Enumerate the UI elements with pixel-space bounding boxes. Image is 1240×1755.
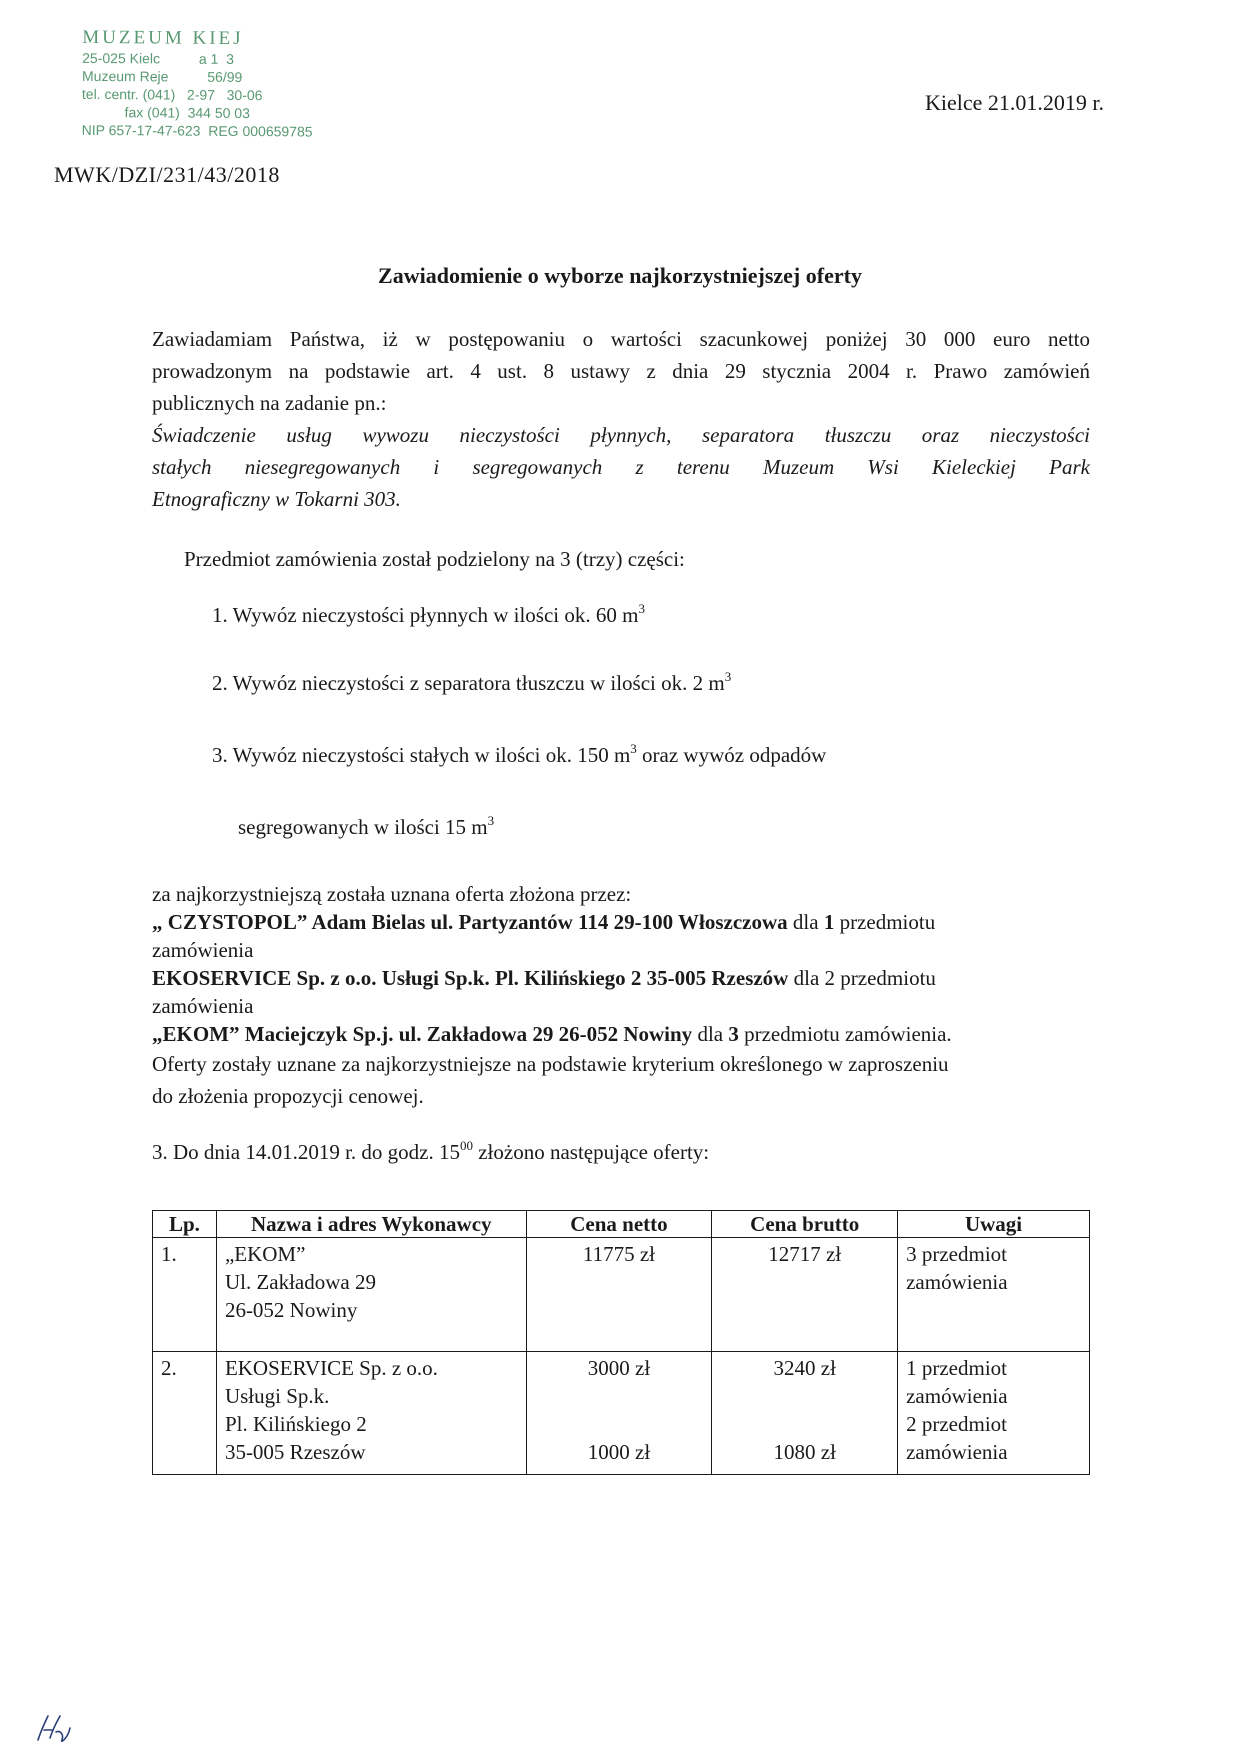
offer-part-post: przedmiotu zamówienia. [738,1022,952,1046]
price-value: 11775 zł [582,1242,656,1266]
offers-heading-post: złożono następujące oferty: [472,1140,710,1164]
part-text: segregowanych w ilości 15 m [238,815,488,839]
offers-heading-pre: 3. Do dnia 14.01.2019 r. do godz. 15 [152,1140,460,1164]
note-line: zamówienia [906,1384,1008,1408]
selected-intro: za najkorzystniejszą została uznana oferta złożona przez: [152,882,632,906]
stamp-line: 25-025 Kielc a 1 3 [82,49,234,67]
note-line: 1 przedmiot [906,1356,1007,1380]
offer-part-number: 1 [823,910,835,934]
cell-name [216,1238,526,1352]
selected-offers-section [152,880,1090,1166]
handwritten-initials-icon [34,1708,74,1748]
selected-offer [152,964,1090,992]
cell-brutto [712,1238,898,1352]
name-line: 35-005 Rzeszów [224,1440,366,1464]
contractor-name: „EKOM” Maciejczyk Sp.j. ul. Zakładowa 29 26-052 Nowiny [152,1022,693,1046]
part-text: 1. Wywóz nieczystości płynnych w ilości ok. 60 m [212,603,639,627]
stamp-line: Muzeum Reje 56/99 [81,67,243,86]
part-item [152,599,1090,631]
institution-stamp [82,27,403,141]
cell-lp: 2. [153,1352,217,1475]
part-sup: 3 [724,669,732,684]
intro-line: prowadzonym na podstawie art. 4 ust. 8 ustawy z dnia 29 stycznia 2004 r. Prawo zamówień [152,359,1090,383]
stamp-line: fax (041) 344 50 03 [81,103,250,122]
column-header: Nazwa i adres Wykonawcy [216,1211,526,1238]
offer-part-pre: dla [787,910,824,934]
part-sup: 3 [638,601,645,616]
division-statement: Przedmiot zamówienia został podzielony na 3 (trzy) części: [184,547,685,571]
offers-heading [152,1138,1090,1166]
contractor-name: EKOSERVICE Sp. z o.o. Usługi Sp.k. Pl. Kilińskiego 2 35-005 Rzeszów [152,966,789,990]
offer-part-pre: dla 2 przedmiotu [788,966,936,990]
offer-part-number: 3 [728,1022,739,1046]
criterion-line: Oferty zostały uznane za najkorzystniejsze na podstawie kryterium określonego w zaproszeniu [152,1052,949,1076]
document-title: Zawiadomienie o wyborze najkorzystniejszej oferty [378,263,862,288]
body-section [152,323,1090,843]
price-value: 3240 zł [773,1356,836,1380]
part-after: oraz wywóz odpadów [636,743,827,767]
criterion-line: do złożenia propozycji cenowej. [152,1084,424,1108]
part-sup: 3 [487,813,495,828]
part-text: 3. Wywóz nieczystości stałych w ilości ok. 150 m [212,743,631,767]
part-item-continuation [152,811,1090,843]
stamp-line: tel. centr. (041) 2-97 30-06 [81,85,263,104]
part-item [152,739,1090,771]
name-line: Pl. Kilińskiego 2 [224,1412,367,1436]
intro-line: publicznych na zadanie pn.: [152,391,387,415]
cell-uwagi [898,1238,1090,1352]
selected-offer-cont: zamówienia [152,938,254,962]
selected-offer [152,1020,1090,1048]
note-line: 2 przedmiot [906,1412,1007,1436]
name-line: Ul. Zakładowa 29 [224,1270,376,1294]
note-line: zamówienia [906,1270,1008,1294]
note-line: 3 przedmiot [906,1242,1007,1266]
document-date: Kielce 21.01.2019 r. [925,90,1105,115]
intro-line: Zawiadamiam Państwa, iż w postępowaniu o wartości szacunkowej poniżej 30 000 euro netto [152,327,1090,351]
contractor-name: „ CZYSTOPOL” Adam Bielas ul. Partyzantów 114 29-100 Włoszczowa [152,910,788,934]
name-line: EKOSERVICE Sp. z o.o. [224,1356,438,1380]
cell-netto [526,1238,712,1352]
cell-lp: 1. [153,1238,217,1352]
reference-number: MWK/DZI/231/43/2018 [54,162,280,187]
name-line: Usługi Sp.k. [224,1384,330,1408]
task-line: stałych niesegregowanych i segregowanych z terenu Muzeum Wsi Kieleckiej Park [152,455,1090,479]
part-text: 2. Wywóz nieczystości z separatora tłuszczu w ilości ok. 2 m [212,671,725,695]
selected-offer [152,908,1090,936]
offers-heading-sup: 00 [459,1138,473,1153]
stamp-line: NIP 657-17-47-623 REG 000659785 [81,121,313,140]
price-value: 1000 zł [587,1440,651,1464]
price-value: 1080 zł [773,1440,836,1464]
cell-netto [526,1352,712,1475]
stamp-line: MUZEUM KIEJ [82,26,244,50]
table-row [153,1352,1090,1475]
name-line: „EKOM” [224,1242,306,1266]
column-header: Lp. [153,1211,217,1238]
column-header: Cena brutto [712,1211,898,1238]
note-line: zamówienia [906,1440,1008,1464]
part-item [152,667,1090,699]
cell-uwagi [898,1352,1090,1475]
cell-name [216,1352,526,1475]
task-line: Etnograficzny w Tokarni 303. [152,487,401,511]
price-value: 3000 zł [587,1356,651,1380]
name-line: 26-052 Nowiny [224,1298,358,1322]
offer-part-pre: dla [692,1022,729,1046]
table-header-row [153,1211,1090,1238]
column-header: Cena netto [526,1211,712,1238]
column-header: Uwagi [898,1211,1090,1238]
price-value: 12717 zł [768,1242,842,1266]
task-line: Świadczenie usług wywozu nieczystości płynnych, separatora tłuszczu oraz nieczystości [152,423,1090,447]
cell-brutto [712,1352,898,1475]
offers-table [152,1210,1090,1475]
part-sup: 3 [630,741,637,756]
table-row [153,1238,1090,1352]
selected-offer-cont: zamówienia [152,994,254,1018]
offer-part-post: przedmiotu [834,910,936,934]
